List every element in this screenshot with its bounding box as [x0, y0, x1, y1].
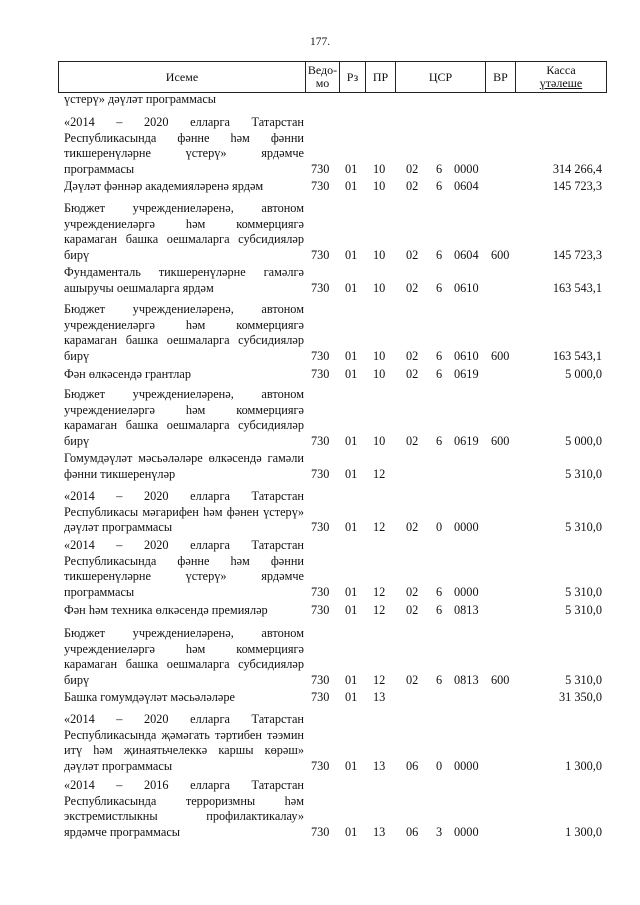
- row-csr1: 02: [406, 248, 419, 262]
- row-csr3: 0000: [454, 162, 479, 176]
- row-kassa: 314 266,4: [552, 162, 602, 176]
- row-csr3: 0000: [454, 585, 479, 599]
- row-ved: 730: [311, 585, 330, 599]
- row-rz: 01: [345, 281, 358, 295]
- row-kassa: 5 310,0: [565, 603, 602, 617]
- row-csr2: 6: [436, 434, 443, 448]
- row-csr3: 0604: [454, 248, 479, 262]
- row-pr: 10: [373, 281, 386, 295]
- row-name: Фән өлкәсендә грантлар: [64, 367, 192, 381]
- row-ved: 730: [311, 759, 330, 773]
- row-kassa: 5 310,0: [565, 585, 602, 599]
- row-ved: 730: [311, 467, 330, 481]
- row-name: Бюджет учреждениеләренә, автоном учреждениеләргә һәм коммерциягә карамаган башка оешмаларга субсидияләр бирү: [64, 201, 304, 262]
- row-ved: 730: [311, 162, 330, 176]
- row-pr: 13: [373, 690, 386, 704]
- row-csr3: 0619: [454, 434, 479, 448]
- row-rz: 01: [345, 434, 358, 448]
- row-csr2: 0: [436, 759, 443, 773]
- row-csr2: 6: [436, 673, 443, 687]
- row-csr1: 02: [406, 162, 419, 176]
- row-csr2: 0: [436, 520, 443, 534]
- row-csr1: 02: [406, 603, 419, 617]
- row-ved: 730: [311, 673, 330, 687]
- row-name: «2014 – 2020 елларга Татарстан Республикасында җәмәгать тәртибен тәэмин итү һәм җинаятьчелеккә каршы көрәш» дәүләт программасы: [64, 712, 304, 773]
- header-csr-label: ЦСР: [428, 69, 453, 84]
- header-rz: [339, 62, 365, 92]
- row-csr2: 6: [436, 349, 443, 363]
- row-rz: 01: [345, 367, 358, 381]
- row-csr2: 6: [436, 585, 443, 599]
- row-kassa: 5 310,0: [565, 673, 602, 687]
- row-pr: 12: [373, 603, 386, 617]
- header-kassa: [515, 62, 606, 92]
- row-pr: 10: [373, 434, 386, 448]
- header-vr-label: ВР: [493, 69, 508, 84]
- row-vr: 600: [491, 248, 510, 262]
- row-csr3: 0000: [454, 759, 479, 773]
- row-ved: 730: [311, 281, 330, 295]
- row-ved: 730: [311, 520, 330, 534]
- row-pr: 10: [373, 349, 386, 363]
- row-csr2: 6: [436, 162, 443, 176]
- header-kassa-line1: Касса: [546, 63, 576, 77]
- row-pr: 12: [373, 520, 386, 534]
- row-kassa: 5 310,0: [565, 520, 602, 534]
- row-csr3: 0813: [454, 673, 479, 687]
- row-csr3: 0619: [454, 367, 479, 381]
- row-vr: 600: [491, 434, 510, 448]
- row-rz: 01: [345, 825, 358, 839]
- row-ved: 730: [311, 179, 330, 193]
- row-rz: 01: [345, 690, 358, 704]
- row-csr1: 02: [406, 281, 419, 295]
- row-csr1: 06: [406, 759, 419, 773]
- page-number: 177.: [309, 36, 331, 48]
- row-csr1: 02: [406, 520, 419, 534]
- row-pr: 10: [373, 367, 386, 381]
- header-kassa-line2: үтәлеше: [539, 76, 583, 90]
- row-pr: 13: [373, 825, 386, 839]
- header-vr: [485, 62, 515, 92]
- row-csr1: 02: [406, 367, 419, 381]
- row-kassa: 1 300,0: [565, 759, 602, 773]
- row-ved: 730: [311, 434, 330, 448]
- row-kassa: 5 000,0: [565, 367, 602, 381]
- row-name: «2014 – 2020 елларга Татарстан Республикасында фәнне һәм фәнни тикшеренүләрне үстерү» ярдәмче программасы: [64, 115, 304, 176]
- row-csr2: 6: [436, 179, 443, 193]
- row-name: Фундаменталь тикшеренүләрне гамәлгә ашыручы оешмаларга ярдәм: [64, 265, 304, 295]
- row-csr1: 06: [406, 825, 419, 839]
- row-name: Фән һәм техника өлкәсендә премияләр: [64, 603, 268, 617]
- row-rz: 01: [345, 467, 358, 481]
- row-name: Бюджет учреждениеләренә, автоном учреждениеләргә һәм коммерциягә карамаган башка оешмаларга субсидияләр бирү: [64, 302, 304, 363]
- row-ved: 730: [311, 367, 330, 381]
- row-csr1: 02: [406, 585, 419, 599]
- header-ved-line2: мо: [315, 76, 330, 90]
- row-rz: 01: [345, 585, 358, 599]
- row-name: «2014 – 2020 елларга Татарстан Республикасында фәнне һәм фәнни тикшеренүләрне үстерү» ярдәмче программасы: [64, 538, 304, 599]
- row-csr3: 0000: [454, 825, 479, 839]
- row-pr: 12: [373, 467, 386, 481]
- row-vr: 600: [491, 673, 510, 687]
- row-pr: 10: [373, 162, 386, 176]
- row-rz: 01: [345, 759, 358, 773]
- row-kassa: 145 723,3: [552, 248, 602, 262]
- row-csr1: 02: [406, 673, 419, 687]
- header-csr: [395, 62, 485, 92]
- row-ved: 730: [311, 603, 330, 617]
- header-ved-line1: Ведо-: [307, 63, 338, 77]
- row-csr2: 6: [436, 603, 443, 617]
- row-name: Башка гомумдәүләт мәсьәләләре: [64, 690, 235, 704]
- header-pr-label: ПР: [372, 69, 389, 84]
- row-ved: 730: [311, 248, 330, 262]
- row-name: «2014 – 2020 елларга Татарстан Республикасы мәгарифен һәм фәнен үстерү» дәүләт программасы: [64, 489, 304, 534]
- row-name: Бюджет учреждениеләренә, автоном учреждениеләргә һәм коммерциягә карамаган башка оешмаларга субсидияләр бирү: [64, 626, 304, 687]
- header-pr: [365, 62, 395, 92]
- row-rz: 01: [345, 520, 358, 534]
- row-name: Гомумдәүләт мәсьәләләре өлкәсендә гамәли фәнни тикшеренүләр: [64, 451, 304, 481]
- row-csr2: 6: [436, 281, 443, 295]
- row-csr3: 0610: [454, 281, 479, 295]
- row-csr3: 0813: [454, 603, 479, 617]
- row-rz: 01: [345, 603, 358, 617]
- row-vr: 600: [491, 349, 510, 363]
- row-pr: 10: [373, 179, 386, 193]
- row-rz: 01: [345, 673, 358, 687]
- row-csr1: 02: [406, 179, 419, 193]
- header-name: [59, 62, 305, 92]
- row-kassa: 145 723,3: [552, 179, 602, 193]
- row-csr1: 02: [406, 434, 419, 448]
- header-ved: [305, 62, 339, 92]
- row-csr1: 02: [406, 349, 419, 363]
- row-kassa: 163 543,1: [552, 281, 602, 295]
- row-csr2: 6: [436, 248, 443, 262]
- header-rz-label: Рз: [346, 69, 359, 84]
- row-ved: 730: [311, 825, 330, 839]
- table-header: [58, 61, 607, 93]
- row-kassa: 31 350,0: [558, 690, 602, 704]
- row-csr2: 3: [436, 825, 443, 839]
- row-pr: 13: [373, 759, 386, 773]
- row-ved: 730: [311, 349, 330, 363]
- row-csr3: 0610: [454, 349, 479, 363]
- row-kassa: 5 310,0: [565, 467, 602, 481]
- row-name: Дәүләт фәннәр академияләренә ярдәм: [64, 179, 264, 193]
- row-pr: 12: [373, 585, 386, 599]
- row-pr: 10: [373, 248, 386, 262]
- row-name: үстерү» дәүләт программасы: [64, 92, 217, 106]
- row-name: «2014 – 2016 елларга Татарстан Республикасында терроризмны һәм экстремистлыкны профилактикалау» ярдәмче программасы: [64, 778, 304, 839]
- row-ved: 730: [311, 690, 330, 704]
- row-kassa: 1 300,0: [565, 825, 602, 839]
- row-pr: 12: [373, 673, 386, 687]
- row-rz: 01: [345, 179, 358, 193]
- row-kassa: 5 000,0: [565, 434, 602, 448]
- header-name-label: Исеме: [165, 69, 199, 84]
- row-rz: 01: [345, 349, 358, 363]
- row-csr3: 0604: [454, 179, 479, 193]
- row-rz: 01: [345, 162, 358, 176]
- row-name: Бюджет учреждениеләренә, автоном учреждениеләргә һәм коммерциягә карамаган башка оешмаларга субсидияләр бирү: [64, 387, 304, 448]
- row-rz: 01: [345, 248, 358, 262]
- row-csr2: 6: [436, 367, 443, 381]
- row-csr3: 0000: [454, 520, 479, 534]
- row-kassa: 163 543,1: [552, 349, 602, 363]
